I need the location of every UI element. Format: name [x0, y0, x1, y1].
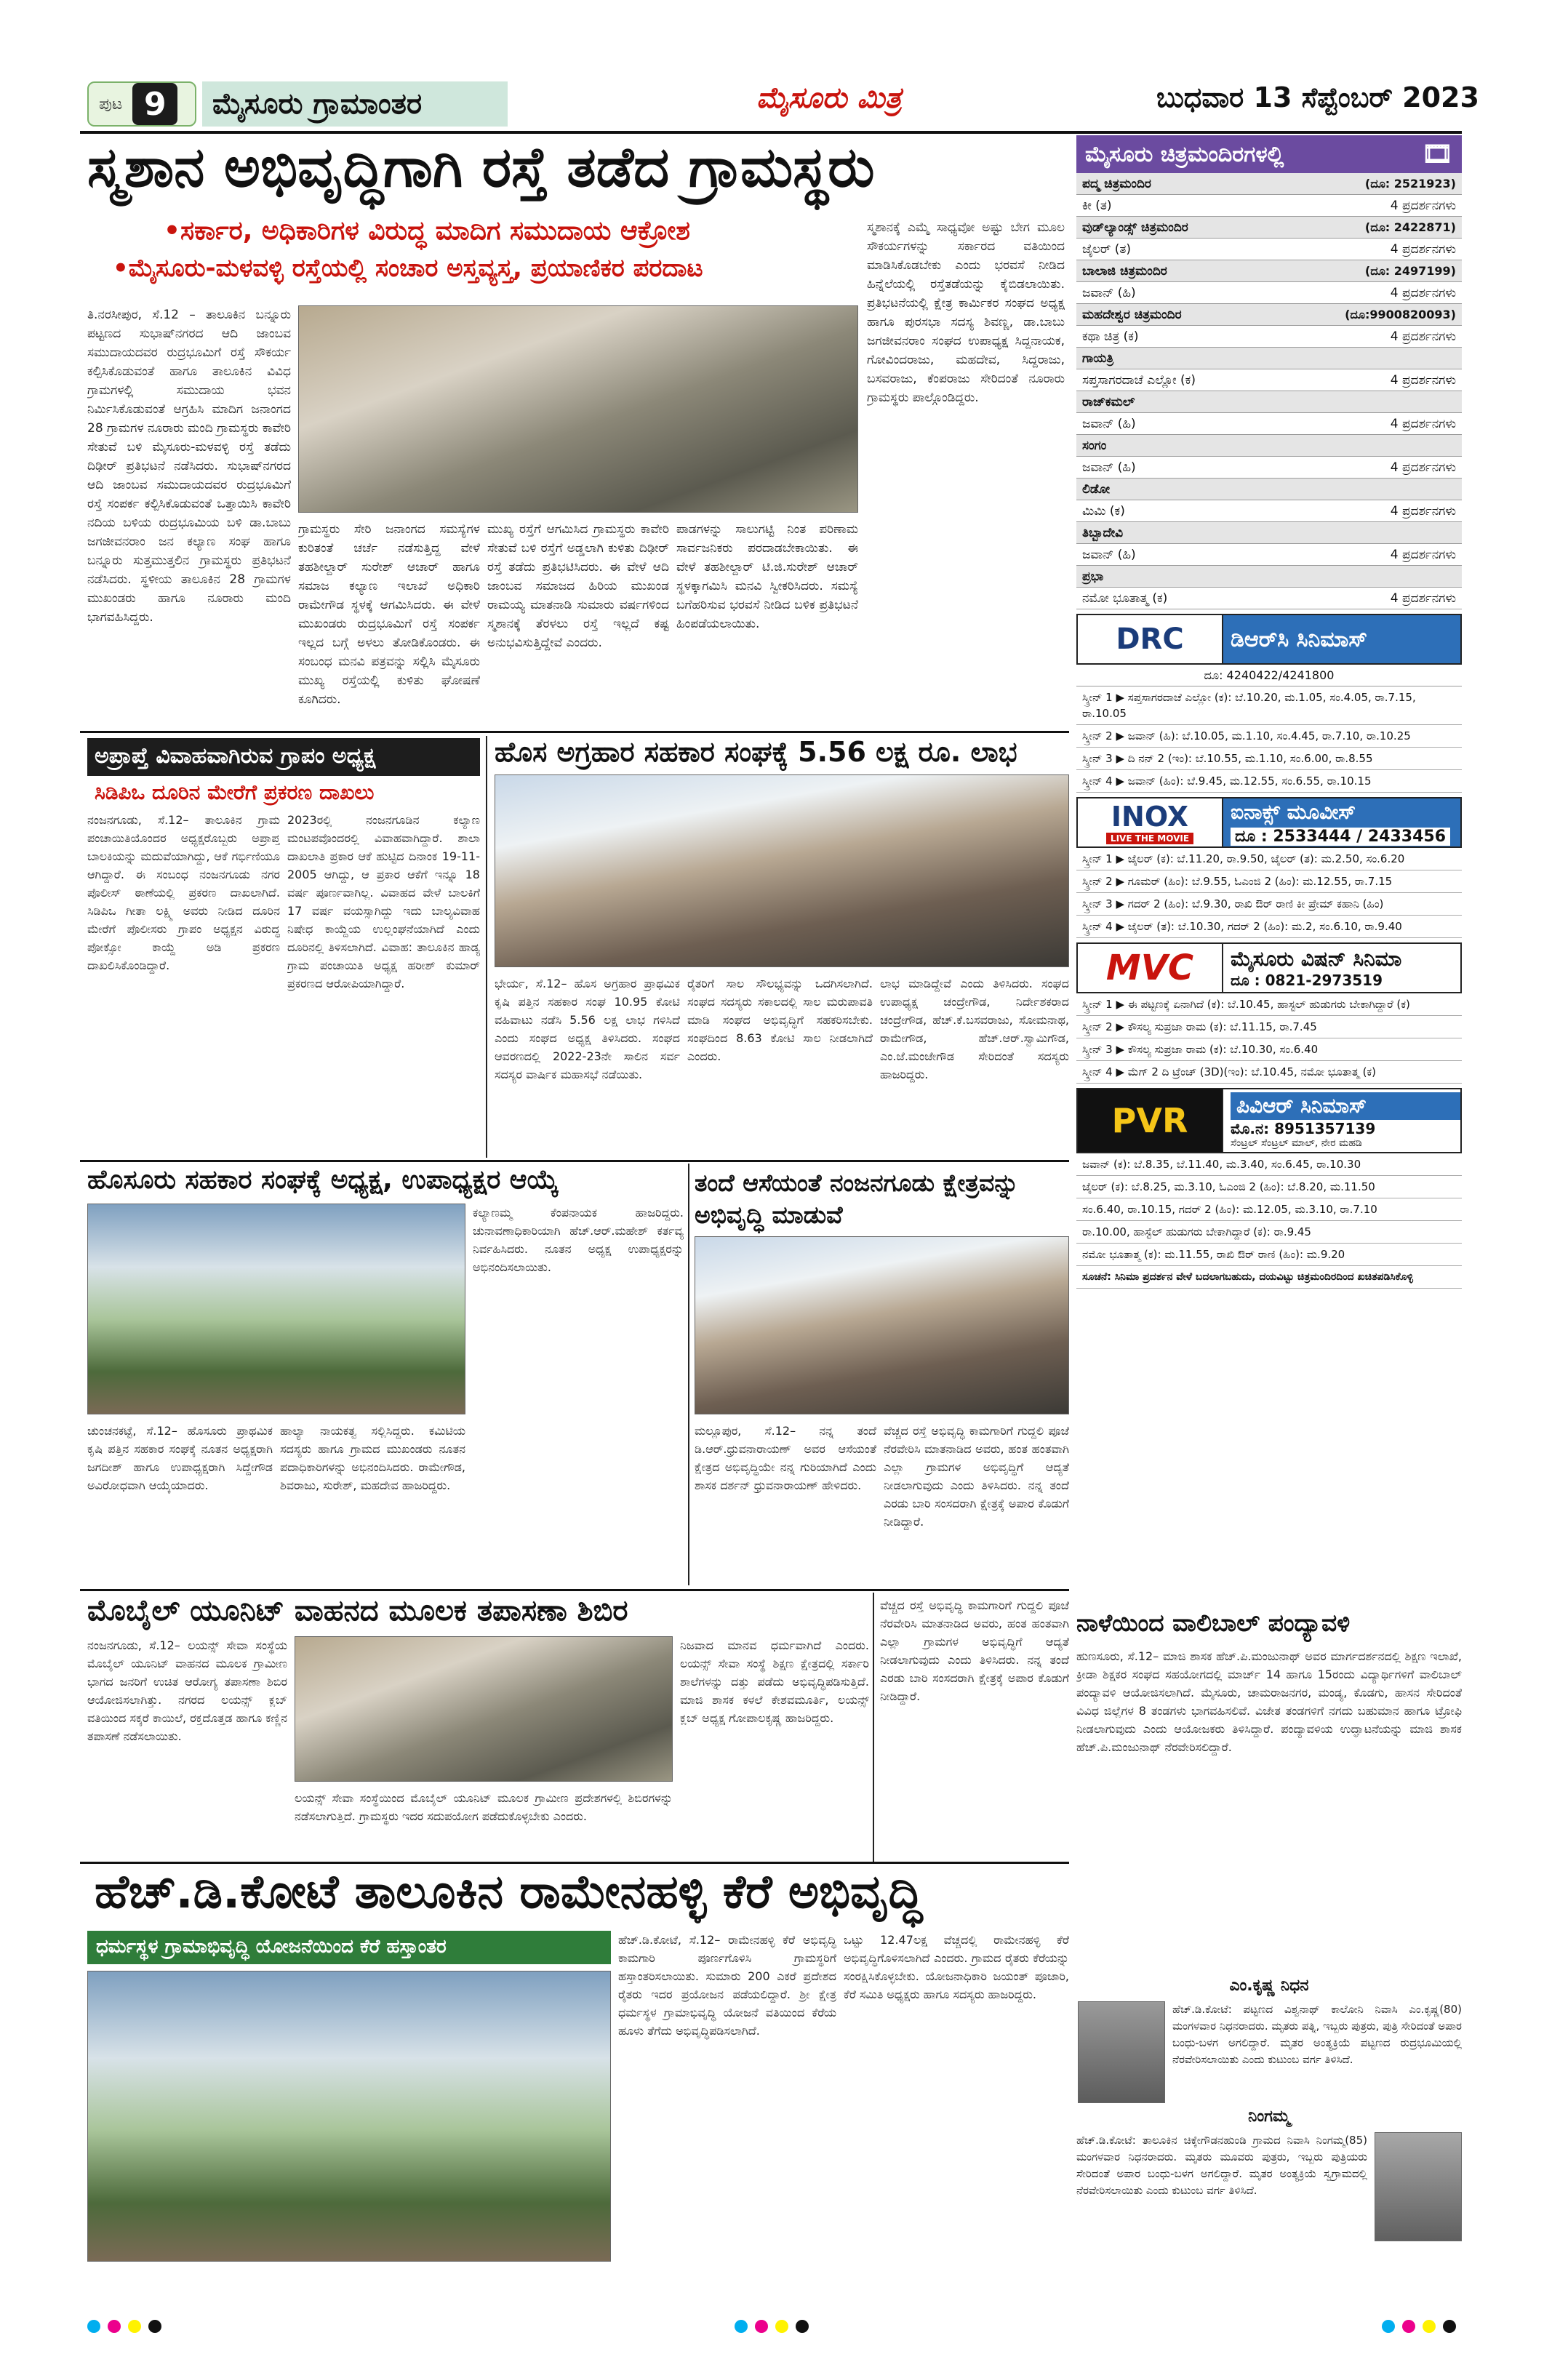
screen-schedule: ರಾ.10.00, ಹಾಸ್ಟೆಲ್ ಹುಡುಗರು ಬೇಕಾಗಿದ್ದಾರೆ (ಕ): ರಾ.9.45: [1076, 1221, 1462, 1244]
hosur-column-2: ಹಾಲ್ಯಾ ನಾಯಕತ್ವ ಸಲ್ಲಿಸಿದ್ದರು. ಕಮಿಟಿಯ ಸದಸ್ಯರು ಹಾಗೂ ಗ್ರಾಮದ ಮುಖಂಡರು ನೂತನ ಪದಾಧಿಕಾರಿಗಳನ್ನು ಅಭಿನಂದಿಸಿದರು. ರಾಮೇಗೌಡ, ಶಿವರಾಜು, ಸುರೇಶ್, ಮಹದೇವ ಹಾಜರಿದ್ದರು.: [280, 1424, 465, 1492]
pvr-logo: PVR: [1078, 1089, 1223, 1152]
theatre-phone: (ದೂ: 2521923): [1364, 176, 1456, 191]
lead-subheadline-1: •ಸರ್ಕಾರ, ಅಧಿಕಾರಿಗಳ ವಿರುದ್ಧ ಮಾದಿಗ ಸಮುದಾಯ ಆಕ್ರೋಶ: [164, 216, 690, 246]
mobile-column-3: ನಿಜವಾದ ಮಾನವ ಧರ್ಮವಾಗಿದೆ ಎಂದರು. ಲಯನ್ಸ್ ಸೇವಾ ಸಂಸ್ಥೆ ಶಿಕ್ಷಣ ಕ್ಷೇತ್ರದಲ್ಲಿ ಸರ್ಕಾರಿ ಶಾಲೆಗಳನ್ನು ದತ್ತು ಪಡೆದು ಅಭಿವೃದ್ಧಿಪಡಿಸುತ್ತಿದೆ. ಮಾಜಿ ಶಾಸಕ ಕಳಲೆ ಕೇಶವಮೂರ್ತಿ, ಲಯನ್ಸ್ ಕ್ಲಬ್ ಅಧ್ಯಕ್ಷ ಗೋಪಾಲಕೃಷ್ಣ ಹಾಜರಿದ್ದರು.: [680, 1638, 869, 1725]
mvc-block: [1076, 942, 1462, 993]
lead-subheadline-2: •ಮೈಸೂರು-ಮಳವಳ್ಳಿ ರಸ್ತೆಯಲ್ಲಿ ಸಂಚಾರ ಅಸ್ತವ್ಯಸ್ತ, ಪ್ರಯಾಣಿಕರ ಪರದಾಟ: [113, 254, 703, 283]
volley-headline: ನಾಳೆಯಿಂದ ವಾಲಿಬಾಲ್ ಪಂದ್ಯಾವಳಿ: [1076, 1609, 1351, 1637]
theatre-name: ಗಾಯತ್ರಿ: [1082, 351, 1114, 366]
drc-phone: ದೂ: 4240422/4241800: [1076, 665, 1462, 686]
column-rule: [688, 1164, 689, 1585]
screen-schedule: ಸ್ಕ್ರೀನ್ 4 ▶ ಜೈಲರ್ (ತ): ಬೆ.10.30, ಗದರ್ 2 (ಹಿಂ): ಮ.2, ಸಂ.6.10, ರಾ.9.40: [1076, 916, 1462, 938]
mvc-screens: [1076, 993, 1462, 1084]
screen-schedule: ಸಂ.6.40, ರಾ.10.15, ಗದರ್ 2 (ಹಿಂ): ಮ.12.05, ಮ.3.10, ರಾ.7.10: [1076, 1198, 1462, 1221]
wedding-column-2: 2023ರಲ್ಲಿ ನಂಜನಗೂಡಿನ ಕಲ್ಯಾಣ ಮಂಟಪವೊಂದರಲ್ಲಿ ವಿವಾಹವಾಗಿದ್ದಾರೆ. ಶಾಲಾ ದಾಖಲಾತಿ ಪ್ರಕಾರ ಆಕೆ ಹುಟ್ಟಿದ ದಿನಾಂಕ 19-11-2005 ಆಗಿದ್ದು, ಆ ಪ್ರಕಾರ ಆಕೆಗೆ ಇನ್ನೂ 18 ವರ್ಷ ಪೂರ್ಣವಾಗಿಲ್ಲ. ವಿವಾಹದ ವೇಳೆ ಬಾಲಕಿಗೆ 17 ವರ್ಷ ವಯಸ್ಸಾಗಿದ್ದು ಇದು ಬಾಲ್ಯವಿವಾಹ ನಿಷೇಧ ಕಾಯ್ದೆಯ ಉಲ್ಲಂಘನೆಯಾಗಿದೆ ಎಂದು ದೂರಿನಲ್ಲಿ ತಿಳಿಸಲಾಗಿದೆ. ವಿವಾಹ: ತಾಲೂಕಿನ ಹಾಡ್ಯ ಗ್ರಾಮ ಪಂಚಾಯಿತಿ ಅಧ್ಯಕ್ಷ ಹರೀಶ್ ಕುಮಾರ್ ಪ್ರಕರಣದ ಆರೋಪಿಯಾಗಿದ್ದಾರೆ.: [287, 813, 480, 990]
show-count: 4 ಪ್ರದರ್ಶನಗಳು: [1390, 198, 1456, 213]
theatre-name-row: [1076, 522, 1462, 544]
yellow-dot: [128, 2320, 141, 2333]
show-count: 4 ಪ್ರದರ್ಶನಗಳು: [1390, 372, 1456, 388]
theatre-name-row: [1076, 304, 1462, 326]
theatre-name-row: [1076, 348, 1462, 369]
theatre-name: ಲಿಡೋ: [1082, 481, 1111, 497]
screen-schedule: ನಮೋ ಭೂತಾತ್ಮ (ಕ): ಮ.11.55, ರಾಖಿ ಔರ್ ರಾಣಿ (ಹಿಂ): ಮ.9.20: [1076, 1244, 1462, 1266]
pvr-address: ಸೆಂಟ್ರಲ್ ಸೆಂಟ್ರಲ್ ಮಾಲ್, ನೇರ ಮಹಡಿ: [1231, 1137, 1362, 1149]
screen-schedule: ಸ್ಕ್ರೀನ್ 3 ▶ ದಿ ನನ್ 2 (ಇಂ): ಬೆ.10.55, ಮ.1.10, ಸಂ.6.00, ರಾ.8.55: [1076, 748, 1462, 770]
hosur-column-3: ಕಲ್ಯಾಣಮ್ಮ ಕೆಂಪನಾಯಕ ಹಾಜರಿದ್ದರು. ಚುನಾವಣಾಧಿಕಾರಿಯಾಗಿ ಹೆಚ್.ಆರ್.ಮಹೇಶ್ ಕರ್ತವ್ಯ ನಿರ್ವಹಿಸಿದರು. ನೂತನ ಅಧ್ಯಕ್ಷ ಉಪಾಧ್ಯಕ್ಷರನ್ನು ಅಭಿನಂದಿಸಲಾಯಿತು.: [473, 1206, 684, 1274]
page-number: 9: [132, 83, 177, 125]
mla-column-2: ವೆಚ್ಚದ ರಸ್ತೆ ಅಭಿವೃದ್ಧಿ ಕಾಮಗಾರಿಗೆ ಗುದ್ದಲಿ ಪೂಜೆ ನೆರವೇರಿಸಿ ಮಾತನಾಡಿದ ಅವರು, ಹಂತ ಹಂತವಾಗಿ ಎಲ್ಲಾ ಗ್ರಾಮಗಳ ಅಭಿವೃದ್ಧಿಗೆ ಆದ್ಯತೆ ನೀಡಲಾಗುವುದು ಎಂದು ತಿಳಿಸಿದರು. ನನ್ನ ತಂದೆ ಎರಡು ಬಾರಿ ಸಂಸದರಾಗಿ ಕ್ಷೇತ್ರಕ್ಕೆ ಅಪಾರ ಕೊಡುಗೆ ನೀಡಿದ್ದಾರೆ.: [884, 1424, 1069, 1529]
theatre-name: ಬಾಲಾಜಿ ಚಿತ್ರಮಂದಿರ: [1082, 263, 1167, 279]
obit1-body: ಹೆಚ್.ಡಿ.ಕೋಟೆ: ಪಟ್ಟಣದ ವಿಶ್ವನಾಥ್ ಕಾಲೋನಿ ನಿವಾಸಿ ಎಂ.ಕೃಷ್ಣ(80) ಮಂಗಳವಾರ ನಿಧನರಾದರು. ಮೃತರು ಪತ್ನಿ, ಇಬ್ಬರು ಪುತ್ರರು, ಪುತ್ರಿ ಸೇರಿದಂತೆ ಅಪಾರ ಬಂಧು-ಬಳಗ ಅಗಲಿದ್ದಾರೆ. ಮೃತರ ಅಂತ್ಯಕ್ರಿಯೆ ಪಟ್ಟಣದ ರುದ್ರಭೂಮಿಯಲ್ಲಿ ನೆರವೇರಿಸಲಾಯಿತು ಎಂದು ಕುಟುಂಬ ವರ್ಗ ತಿಳಿಸಿದೆ.: [1172, 2003, 1462, 2066]
screen-schedule: ಸ್ಕ್ರೀನ್ 2 ▶ ಜವಾನ್ (ಹಿ): ಬೆ.10.05, ಮ.1.10, ಸಂ.4.45, ರಾ.7.10, ರಾ.10.25: [1076, 725, 1462, 748]
theatre-name: ಸಂಗಂ: [1082, 438, 1107, 453]
inox-tagline: LIVE THE MOVIE: [1106, 833, 1193, 844]
obit2-portrait: [1375, 2132, 1462, 2241]
inox-name: ಐನಾಕ್ಸ್ ಮೂವೀಸ್: [1231, 799, 1356, 824]
theatre-name-row: [1076, 435, 1462, 457]
obit2-title: ನಿಂಗಮ್ಮ: [1248, 2107, 1290, 2126]
mvc-logo: MVC: [1078, 944, 1223, 992]
film-reel-icon: 🎞: [1421, 140, 1453, 169]
header-divider: [80, 131, 1462, 134]
divider: [80, 1589, 1069, 1591]
film-title: ಜವಾನ್ (ಹಿ): [1082, 285, 1136, 300]
theatre-show-row: [1076, 326, 1462, 348]
theatre-show-row: [1076, 413, 1462, 435]
screen-schedule: ಸ್ಕ್ರೀನ್ 4 ▶ ಜವಾನ್ (ಹಿಂ): ಬೆ.9.45, ಮ.12.55, ಸಂ.6.55, ರಾ.10.15: [1076, 770, 1462, 793]
screen-schedule: ಸ್ಕ್ರೀನ್ 2 ▶ ಗೂಮರ್ (ಹಿಂ): ಬೆ.9.55, ಓಎಂಜಿ 2 (ಹಿಂ): ಮ.12.55, ರಾ.7.15: [1076, 870, 1462, 893]
hosur-headline: ಹೊಸೂರು ಸಹಕಾರ ಸಂಘಕ್ಕೆ ಅಧ್ಯಕ್ಷ, ಉಪಾಧ್ಯಕ್ಷರ ಆಯ್ಕೆ: [87, 1165, 559, 1195]
theatre-phone: (ದೂ: 2497199): [1364, 263, 1456, 278]
theatre-name-row: [1076, 173, 1462, 195]
theatre-name-row: [1076, 217, 1462, 239]
lake-photo: [87, 1971, 611, 2262]
show-count: 4 ಪ್ರದರ್ಶನಗಳು: [1390, 460, 1456, 475]
screen-schedule: ಸ್ಕ್ರೀನ್ 3 ▶ ಕೌಸಲ್ಯ ಸುಪ್ರಜಾ ರಾಮ (ಕ): ಬೆ.10.30, ಸಂ.6.40: [1076, 1038, 1462, 1061]
obit1-portrait: [1078, 2001, 1165, 2103]
cinema-listings: [1076, 135, 1462, 1604]
inox-block: [1076, 797, 1462, 848]
obit2-body: ಹೆಚ್.ಡಿ.ಕೋಟೆ: ತಾಲೂಕಿನ ಚಿಕ್ಕೇಗೌಡನಹುಂಡಿ ಗ್ರಾಮದ ನಿವಾಸಿ ನಿಂಗಮ್ಮ(85) ಮಂಗಳವಾರ ನಿಧನರಾದರು. ಮೃತರು ಮೂವರು ಪುತ್ರರು, ಇಬ್ಬರು ಪುತ್ರಿಯರು ಸೇರಿದಂತೆ ಅಪಾರ ಬಂಧು-ಬಳಗ ಅಗಲಿದ್ದಾರೆ. ಮೃತರ ಅಂತ್ಯಕ್ರಿಯೆ ಸ್ವಗ್ರಾಮದಲ್ಲಿ ನೆರವೇರಿಸಲಾಯಿತು ಎಂದು ಕುಟುಂಬ ವರ್ಗ ತಿಳಿಸಿದೆ.: [1076, 2134, 1367, 2197]
volley-body: ಹುಣಸೂರು, ಸೆ.12– ಮಾಜಿ ಶಾಸಕ ಹೆಚ್.ಪಿ.ಮಂಜುನಾಥ್ ಅವರ ಮಾರ್ಗದರ್ಶನದಲ್ಲಿ ಶಿಕ್ಷಣ ಇಲಾಖೆ, ಕ್ರೀಡಾ ಶಿಕ್ಷಕರ ಸಂಘದ ಸಹಯೋಗದಲ್ಲಿ ಮಾರ್ಚ್ 14 ಹಾಗೂ 15ರಂದು ವಿದ್ಯಾರ್ಥಿಗಳಿಗೆ ವಾಲಿಬಾಲ್ ಪಂದ್ಯಾವಳಿ ಆಯೋಜಿಸಲಾಗಿದೆ. ಮೈಸೂರು, ಚಾಮರಾಜನಗರ, ಮಂಡ್ಯ, ಕೊಡಗು, ಹಾಸನ ಸೇರಿದಂತೆ ವಿವಿಧ ಜಿಲ್ಲೆಗಳ 8 ತಂಡಗಳು ಭಾಗವಹಿಸಲಿವೆ. ವಿಜೇತ ತಂಡಗಳಿಗೆ ನಗದು ಬಹುಮಾನ ಹಾಗೂ ಟ್ರೋಫಿ ನೀಡಲಾಗುವುದು ಎಂದು ಆಯೋಜಕರು ತಿಳಿಸಿದ್ದಾರೆ. ಪಂದ್ಯಾವಳಿಯ ಉದ್ಘಾಟನೆಯನ್ನು ಮಾಜಿ ಶಾಸಕ ಹೆಚ್.ಪಿ.ಮಂಜುನಾಥ್ ನೆರವೇರಿಸಲಿದ್ದಾರೆ.: [1076, 1649, 1462, 1754]
wedding-headline: ಅಪ್ರಾಪ್ತೆ ವಿವಾಹವಾಗಿರುವ ಗ್ರಾಪಂ ಅಧ್ಯಕ್ಷ: [87, 738, 480, 776]
magenta-dot: [108, 2320, 121, 2333]
drc-screens: [1076, 686, 1462, 793]
page-label: ಪುಟ: [99, 95, 123, 113]
mvc-phone: ದೂ : 0821-2973519: [1231, 972, 1383, 989]
screen-schedule: ಸ್ಕ್ರೀನ್ 1 ▶ ಈ ಪಟ್ಟಣಕ್ಕೆ ಏನಾಗಿದೆ (ಕ): ಬೆ.10.45, ಹಾಸ್ಟಲ್ ಹುಡುಗರು ಬೇಕಾಗಿದ್ದಾರೆ (ಕ): [1076, 993, 1462, 1016]
section-title: ಮೈಸೂರು ಗ್ರಾಮಾಂತರ: [202, 81, 508, 127]
issue-date: ಬುಧವಾರ 13 ಸೆಪ್ಟೆಂಬರ್ 2023: [1156, 81, 1479, 113]
show-count: 4 ಪ್ರದರ್ಶನಗಳು: [1390, 241, 1456, 257]
mla-headline: ತಂದೆ ಆಸೆಯಂತೆ ನಂಜನಗೂಡು ಕ್ಷೇತ್ರವನ್ನು ಅಭಿವೃದ್ಧಿ ಮಾಡುವೆ: [695, 1169, 1019, 1229]
screen-schedule: ಸ್ಕ್ರೀನ್ 1 ▶ ಸಪ್ತಸಾಗರದಾಚೆ ಎಲ್ಲೋ (ಕ): ಬೆ.10.20, ಮ.1.05, ಸಂ.4.05, ರಾ.7.15, ರಾ.10.05: [1076, 686, 1462, 725]
lake-column-2: ಒಟ್ಟು 12.47ಲಕ್ಷ ವೆಚ್ಚದಲ್ಲಿ ರಾಮೇನಹಳ್ಳಿ ಕೆರೆ ಅಭಿವೃದ್ಧಿಗೊಳಿಸಲಾಗಿದೆ ಎಂದರು. ಗ್ರಾಮದ ರೈತರು ಕೆರೆಯನ್ನು ಸಂರಕ್ಷಿಸಿಕೊಳ್ಳಬೇಕು. ಯೋಜನಾಧಿಕಾರಿ ಜಯಂತ್ ಪೂಜಾರಿ, ಕೆರೆ ಸಮಿತಿ ಅಧ್ಯಕ್ಷರು ಹಾಗೂ ಸದಸ್ಯರು ಹಾಜರಿದ್ದರು.: [844, 1933, 1069, 2001]
inox-logo: INOX: [1111, 801, 1189, 833]
screen-schedule: ಸ್ಕ್ರೀನ್ 4 ▶ ಮೆಗ್ 2 ದಿ ಟ್ರೆಂಚ್ (3D)(ಇಂ): ಬೆ.10.45, ನಮೋ ಭೂತಾತ್ಮ (ಕ): [1076, 1061, 1462, 1084]
screen-schedule: ಸ್ಕ್ರೀನ್ 2 ▶ ಕೌಸಲ್ಯ ಸುಪ್ರಜಾ ರಾಮ (ಕ): ಬೆ.11.15, ರಾ.7.45: [1076, 1016, 1462, 1038]
film-title: ಕಥಾ ಚಿತ್ರ (ಕ): [1082, 329, 1139, 344]
theatre-name: ಪದ್ಮ ಚಿತ್ರಮಂದಿರ: [1082, 176, 1151, 191]
theatre-name-row: [1076, 391, 1462, 413]
film-title: ಜವಾನ್ (ಹಿ): [1082, 547, 1136, 562]
pvr-phone: ಮೊ.ನ: 8951357139: [1231, 1120, 1376, 1137]
drc-logo: DRC: [1078, 615, 1223, 663]
cyan-dot: [87, 2320, 100, 2333]
mla-photo: [695, 1236, 1069, 1414]
theatre-show-row: [1076, 239, 1462, 260]
film-title: ನಮೋ ಭೂತಾತ್ಮ (ಕ): [1082, 590, 1168, 606]
theatre-phone: (ದೂ:9900820093): [1345, 307, 1456, 321]
newspaper-logo: ಮೈಸೂರು ಮಿತ್ರ: [756, 81, 902, 115]
lead-column-3: ಮುಖ್ಯ ರಸ್ತೆಗೆ ಆಗಮಿಸಿದ ಗ್ರಾಮಸ್ಥರು ಕಾವೇರಿ ಸೇತುವೆ ಬಳಿ ರಸ್ತೆಗೆ ಅಡ್ಡಲಾಗಿ ಕುಳಿತು ದಿಢೀರ್ ರಸ್ತೆ ತಡೆದು ಪ್ರತಿಭಟಿಸಿದರು. ಈ ವೇಳೆ ಆದಿ ಜಾಂಬವ ಸಮಾಜದ ಹಿರಿಯ ಮುಖಂಡ ರಾಮಯ್ಯ ಮಾತನಾಡಿ ಸುಮಾರು ವರ್ಷಗಳಿಂದ ಸ್ಮಶಾನಕ್ಕೆ ತೆರಳಲು ರಸ್ತೆ ಇಲ್ಲದೆ ಕಷ್ಟ ಅನುಭವಿಸುತ್ತಿದ್ದೇವೆ ಎಂದರು.: [487, 522, 669, 650]
lead-headline: ಸ್ಮಶಾನ ಅಭಿವೃದ್ಧಿಗಾಗಿ ರಸ್ತೆ ತಡೆದ ಗ್ರಾಮಸ್ಥರು: [87, 135, 875, 199]
screen-schedule: ಜೈಲರ್ (ಕ): ಬೆ.8.25, ಮ.3.10, ಓಎಂಜಿ 2 (ಹಿಂ): ಬೆ.8.20, ಮ.11.50: [1076, 1176, 1462, 1198]
theatre-show-row: [1076, 500, 1462, 522]
theatre-list: [1076, 173, 1462, 609]
theatre-show-row: [1076, 195, 1462, 217]
theatre-name-row: [1076, 260, 1462, 282]
mla-continuation: ವೆಚ್ಚದ ರಸ್ತೆ ಅಭಿವೃದ್ಧಿ ಕಾಮಗಾರಿಗೆ ಗುದ್ದಲಿ ಪೂಜೆ ನೆರವೇರಿಸಿ ಮಾತನಾಡಿದ ಅವರು, ಹಂತ ಹಂತವಾಗಿ ಎಲ್ಲಾ ಗ್ರಾಮಗಳ ಅಭಿವೃದ್ಧಿಗೆ ಆದ್ಯತೆ ನೀಡಲಾಗುವುದು ಎಂದು ತಿಳಿಸಿದರು. ನನ್ನ ತಂದೆ ಎರಡು ಬಾರಿ ಸಂಸದರಾಗಿ ಕ್ಷೇತ್ರಕ್ಕೆ ಅಪಾರ ಕೊಡುಗೆ ನೀಡಿದ್ದಾರೆ.: [880, 1598, 1069, 1703]
film-title: ಸಪ್ತಸಾಗರದಾಚೆ ಎಲ್ಲೋ (ಕ): [1082, 372, 1196, 388]
pvr-name: ಪಿವಿಆರ್ ಸಿನಿಮಾಸ್: [1231, 1092, 1460, 1120]
theatre-name-row: [1076, 566, 1462, 588]
cinema-title: ಮೈಸೂರು ಚಿತ್ರಮಂದಿರಗಳಲ್ಲಿ: [1085, 141, 1284, 167]
inox-phone: ದೂ : 2533444 / 2433456: [1231, 828, 1450, 846]
show-count: 4 ಪ್ರದರ್ಶನಗಳು: [1390, 285, 1456, 300]
theatre-name: ಪ್ರಭಾ: [1082, 569, 1104, 584]
mvc-name: ಮೈಸೂರು ವಿಷನ್ ಸಿನಿಮಾ: [1231, 947, 1402, 971]
theatre-show-row: [1076, 588, 1462, 609]
show-count: 4 ಪ್ರದರ್ಶನಗಳು: [1390, 547, 1456, 562]
coop-photo: [495, 774, 1069, 967]
theatre-show-row: [1076, 282, 1462, 304]
theatre-phone: (ದೂ: 2422871): [1364, 220, 1456, 234]
mobile-column-1: ನಂಜನಗೂಡು, ಸೆ.12– ಲಯನ್ಸ್ ಸೇವಾ ಸಂಸ್ಥೆಯ ಮೊಬೈಲ್ ಯೂನಿಟ್ ವಾಹನದ ಮೂಲಕ ಗ್ರಾಮೀಣ ಭಾಗದ ಜನರಿಗೆ ಉಚಿತ ಆರೋಗ್ಯ ತಪಾಸಣಾ ಶಿಬಿರ ಆಯೋಜಿಸಲಾಗಿತ್ತು. ನಗರದ ಲಯನ್ಸ್ ಕ್ಲಬ್ ವತಿಯಿಂದ ಸಕ್ಕರೆ ಕಾಯಿಲೆ, ರಕ್ತದೊತ್ತಡ ಹಾಗೂ ಕಣ್ಣಿನ ತಪಾಸಣೆ ನಡೆಸಲಾಯಿತು.: [87, 1638, 287, 1743]
registration-marks-center: [735, 2320, 816, 2336]
mobile-headline: ಮೊಬೈಲ್ ಯೂನಿಟ್ ವಾಹನದ ಮೂಲಕ ತಪಾಸಣಾ ಶಿಬಿರ: [87, 1594, 628, 1628]
wedding-column-1: ನಂಜನಗೂಡು, ಸೆ.12– ತಾಲೂಕಿನ ಗ್ರಾಮ ಪಂಚಾಯಿತಿಯೊಂದರ ಅಧ್ಯಕ್ಷರೊಬ್ಬರು ಅಪ್ರಾಪ್ತ ಬಾಲಕಿಯನ್ನು ಮದುವೆಯಾಗಿದ್ದು, ಆಕೆ ಗರ್ಭಿಣಿಯೂ ಆಗಿದ್ದಾರೆ. ಈ ಸಂಬಂಧ ನಂಜನಗೂಡು ನಗರ ಪೊಲೀಸ್ ಠಾಣೆಯಲ್ಲಿ ಪ್ರಕರಣ ದಾಖಲಾಗಿದೆ. ಸಿಡಿಪಿಒ ಗೀತಾ ಲಕ್ಷ್ಮಿ ಅವರು ನೀಡಿದ ದೂರಿನ ಮೇರೆಗೆ ಪೊಲೀಸರು ಗ್ರಾಪಂ ಅಧ್ಯಕ್ಷನ ವಿರುದ್ಧ ಪೋಕ್ಸೋ ಕಾಯ್ದೆ ಅಡಿ ಪ್ರಕರಣ ದಾಖಲಿಸಿಕೊಂಡಿದ್ದಾರೆ.: [87, 813, 280, 972]
show-count: 4 ಪ್ರದರ್ಶನಗಳು: [1390, 329, 1456, 344]
black-dot: [148, 2320, 161, 2333]
screen-schedule: ಜವಾನ್ (ಕ): ಬೆ.8.35, ಬೆ.11.40, ಮ.3.40, ಸಂ.6.45, ರಾ.10.30: [1076, 1153, 1462, 1176]
film-title: ಜವಾನ್ (ಹಿ): [1082, 416, 1136, 431]
divider: [80, 1160, 1069, 1162]
film-title: ಕೀ (ತ): [1082, 198, 1112, 213]
column-rule: [486, 736, 487, 1158]
lead-column-1: ತಿ.ನರಸೀಪುರ, ಸೆ.12 – ತಾಲೂಕಿನ ಬನ್ನೂರು ಪಟ್ಟಣದ ಸುಭಾಷ್‌ನಗರದ ಆದಿ ಜಾಂಬವ ಸಮುದಾಯದವರ ರುದ್ರಭೂಮಿಗೆ ರಸ್ತೆ ಸೌಕರ್ಯ ಕಲ್ಪಿಸಿಕೊಡುವಂತೆ ಹಾಗೂ ತಾಲೂಕಿನ ವಿವಿಧ ಗ್ರಾಮಗಳಲ್ಲಿ ಸಮುದಾಯ ಭವನ ನಿರ್ಮಿಸಿಕೊಡುವಂತೆ ಆಗ್ರಹಿಸಿ ಮಾದಿಗ ಜನಾಂಗದ 28 ಗ್ರಾಮಗಳ ನೂರಾರು ಮಂದಿ ಗ್ರಾಮಸ್ಥರು ಕಾವೇರಿ ಸೇತುವೆ ಬಳಿ ಮೈಸೂರು-ಮಳವಳ್ಳಿ ರಸ್ತೆ ತಡೆದು ದಿಢೀರ್ ಪ್ರತಿಭಟನೆ ನಡೆಸಿದರು. ಸುಭಾಷ್‌ನಗರದ ಆದಿ ಜಾಂಬವ ಸಮುದಾಯದವರ ರುದ್ರಭೂಮಿಗೆ ರಸ್ತೆ ಸಂಪರ್ಕ ಕಲ್ಪಿಸಿಕೊಡುವಂತೆ ಒತ್ತಾಯಿಸಿ ಕಾವೇರಿ ನದಿಯ ಬಳಿಯ ರುದ್ರಭೂಮಿಯ ಬಳಿ ಡಾ.ಬಾಬು ಜಗಜೀವನರಾಂ ಜನ ಕಲ್ಯಾಣ ಸಂಘ ಹಾಗೂ ಬನ್ನೂರು ಸುತ್ತಮುತ್ತಲಿನ ಗ್ರಾಮಸ್ಥರು ಪ್ರತಿಭಟನೆ ನಡೆಸಿದರು. ಸ್ಥಳೀಯ ತಾಲೂಕಿನ 28 ಗ್ರಾಮಗಳ ಮುಖಂಡರು ಹಾಗೂ ನೂರಾರು ಮಂದಿ ಭಾಗವಹಿಸಿದ್ದರು.: [87, 308, 291, 625]
theatre-show-row: [1076, 544, 1462, 566]
hosur-column-1: ಚುಂಚನಕಟ್ಟೆ, ಸೆ.12– ಹೊಸೂರು ಪ್ರಾಥಮಿಕ ಕೃಷಿ ಪತ್ತಿನ ಸಹಕಾರ ಸಂಘಕ್ಕೆ ನೂತನ ಅಧ್ಯಕ್ಷರಾಗಿ ಜಗದೀಶ್ ಹಾಗೂ ಉಪಾಧ್ಯಕ್ಷರಾಗಿ ಸಿದ್ದೇಗೌಡ ಅವಿರೋಧವಾಗಿ ಆಯ್ಕೆಯಾದರು.: [87, 1424, 273, 1492]
health-camp-photo: [295, 1636, 673, 1782]
divider: [80, 731, 1069, 733]
show-count: 4 ಪ್ರದರ್ಶನಗಳು: [1390, 503, 1456, 519]
page-number-box: [87, 81, 196, 127]
pvr-block: [1076, 1088, 1462, 1153]
registration-marks-left: [87, 2320, 169, 2336]
wedding-subheadline: ಸಿಡಿಪಿಒ ದೂರಿನ ಮೇರೆಗೆ ಪ್ರಕರಣ ದಾಖಲು: [95, 780, 375, 804]
lake-column-1: ಹೆಚ್.ಡಿ.ಕೋಟೆ, ಸೆ.12– ರಾಮೇನಹಳ್ಳಿ ಕೆರೆ ಅಭಿವೃದ್ಧಿ ಕಾಮಗಾರಿ ಪೂರ್ಣಗೊಳಿಸಿ ಗ್ರಾಮಸ್ಥರಿಗೆ ಹಸ್ತಾಂತರಿಸಲಾಯಿತು. ಸುಮಾರು 200 ಎಕರೆ ಪ್ರದೇಶದ ರೈತರು ಇದರ ಪ್ರಯೋಜನ ಪಡೆಯಲಿದ್ದಾರೆ. ಶ್ರೀ ಕ್ಷೇತ್ರ ಧರ್ಮಸ್ಥಳ ಗ್ರಾಮಾಭಿವೃದ್ಧಿ ಯೋಜನೆ ವತಿಯಿಂದ ಕೆರೆಯ ಹೂಳು ತೆಗೆದು ಅಭಿವೃದ್ಧಿಪಡಿಸಲಾಗಿದೆ.: [618, 1933, 836, 2038]
theatre-show-row: [1076, 369, 1462, 391]
divider: [80, 1862, 1069, 1864]
coop-column-2: ರೈತರಿಗೆ ಸಾಲ ಸೌಲಭ್ಯವನ್ನು ಒದಗಿಸಲಾಗಿದೆ. ಸಂಘದ ಸದಸ್ಯರು ಸಕಾಲದಲ್ಲಿ ಸಾಲ ಮರುಪಾವತಿ ಮಾಡಿ ಸಂಘದ ಅಭಿವೃದ್ಧಿಗೆ ಸಹಕರಿಸಬೇಕು. ಸಂಘದಿಂದ 8.63 ಕೋಟಿ ಸಾಲ ನೀಡಲಾಗಿದೆ ಎಂದರು.: [687, 977, 873, 1063]
show-count: 4 ಪ್ರದರ್ಶನಗಳು: [1390, 416, 1456, 431]
lead-column-4: ಪಾಡಗಳನ್ನು ಸಾಲುಗಟ್ಟಿ ನಿಂತ ಪರಿಣಾಮ ಸಾರ್ವಜನಿಕರು ಪರದಾಡಬೇಕಾಯಿತು. ಈ ವೇಳೆ ತಹಶೀಲ್ದಾರ್ ಟಿ.ಜಿ.ಸುರೇಶ್ ಆಚಾರ್ ಸ್ಥಳಕ್ಕಾಗಮಿಸಿ ಮನವಿ ಸ್ವೀಕರಿಸಿದರು. ಸಮಸ್ಯೆ ಬಗೆಹರಿಸುವ ಭರವಸೆ ನೀಡಿದ ಬಳಿಕ ಪ್ರತಿಭಟನೆ ಹಿಂಪಡೆಯಲಾಯಿತು.: [676, 522, 858, 631]
theatre-name: ಮಹದೇಶ್ವರ ಚಿತ್ರಮಂದಿರ: [1082, 307, 1182, 322]
screen-schedule: ಸ್ಕ್ರೀನ್ 1 ▶ ಜೈಲರ್ (ಕ): ಬೆ.11.20, ರಾ.9.50, ಜೈಲರ್ (ತ): ಮ.2.50, ಸಂ.6.20: [1076, 848, 1462, 870]
lake-headline: ಹೆಚ್.ಡಿ.ಕೋಟೆ ತಾಲೂಕಿನ ರಾಮೇನಹಳ್ಳಿ ಕೆರೆ ಅಭಿವೃದ್ಧಿ: [95, 1865, 923, 1919]
screen-schedule: ಸ್ಕ್ರೀನ್ 3 ▶ ಗದರ್ 2 (ಹಿಂ): ಬೆ.9.30, ರಾಖಿ ಔರ್ ರಾಣಿ ಕೀ ಪ್ರೇಮ್ ಕಹಾನಿ (ಹಿಂ): [1076, 893, 1462, 916]
mla-column-1: ಮಲ್ಲೂಪುರ, ಸೆ.12– ನನ್ನ ತಂದೆ ಡಿ.ಆರ್.ಧ್ರುವನಾರಾಯಣ್ ಅವರ ಆಸೆಯಂತೆ ಕ್ಷೇತ್ರದ ಅಭಿವೃದ್ಧಿಯೇ ನನ್ನ ಗುರಿಯಾಗಿದೆ ಎಂದು ಶಾಸಕ ದರ್ಶನ್ ಧ್ರುವನಾರಾಯಣ್ ಹೇಳಿದರು.: [695, 1424, 876, 1492]
coop-column-1: ಭೇರ್ಯ, ಸೆ.12– ಹೊಸ ಅಗ್ರಹಾರ ಪ್ರಾಥಮಿಕ ಕೃಷಿ ಪತ್ತಿನ ಸಹಕಾರ ಸಂಘ 10.95 ಕೋಟಿ ವಹಿವಾಟು ನಡೆಸಿ 5.56 ಲಕ್ಷ ಲಾಭ ಗಳಿಸಿದೆ ಎಂದು ಸಂಘದ ಅಧ್ಯಕ್ಷ ತಿಳಿಸಿದರು. ಸಂಘದ ಆವರಣದಲ್ಲಿ 2022-23ನೇ ಸಾಲಿನ ಸರ್ವ ಸದಸ್ಯರ ವಾರ್ಷಿಕ ಮಹಾಸಭೆ ನಡೆಯಿತು.: [495, 977, 680, 1081]
hosur-photo: [87, 1204, 465, 1414]
theatre-show-row: [1076, 457, 1462, 479]
drc-block: [1076, 614, 1462, 665]
column-rule: [873, 1593, 874, 1862]
mobile-column-2: ಲಯನ್ಸ್ ಸೇವಾ ಸಂಸ್ಥೆಯಿಂದ ಮೊಬೈಲ್ ಯೂನಿಟ್ ಮೂಲಕ ಗ್ರಾಮೀಣ ಪ್ರದೇಶಗಳಲ್ಲಿ ಶಿಬಿರಗಳನ್ನು ನಡೆಸಲಾಗುತ್ತಿದೆ. ಗ್ರಾಮಸ್ಥರು ಇದರ ಸದುಪಯೋಗ ಪಡೆದುಕೊಳ್ಳಬೇಕು ಎಂದರು.: [295, 1791, 673, 1823]
protest-photo: [298, 305, 858, 513]
inox-screens: [1076, 848, 1462, 938]
pvr-screens: [1076, 1153, 1462, 1266]
lake-subheadline: ಧರ್ಮಸ್ಥಳ ಗ್ರಾಮಾಭಿವೃದ್ಧಿ ಯೋಜನೆಯಿಂದ ಕೆರೆ ಹಸ್ತಾಂತರ: [87, 1931, 611, 1964]
lead-column-5: ಸ್ಮಶಾನಕ್ಕೆ ಎಮ್ಮೆ ಸಾಧ್ಯವೋ ಅಷ್ಟು ಬೇಗ ಮೂಲ ಸೌಕರ್ಯಗಳನ್ನು ಸರ್ಕಾರದ ವತಿಯಿಂದ ಮಾಡಿಸಿಕೊಡಬೇಕು ಎಂದು ಭರವಸೆ ನೀಡಿದ ಹಿನ್ನೆಲೆಯಲ್ಲಿ ರಸ್ತೆತಡೆಯನ್ನು ಕೈಬಿಡಲಾಯಿತು. ಪ್ರತಿಭಟನೆಯಲ್ಲಿ ಕ್ಷೇತ್ರ ಕಾರ್ಮಿಕರ ಸಂಘದ ಅಧ್ಯಕ್ಷ ಹಾಗೂ ಪುರಸಭಾ ಸದಸ್ಯ ಶಿವಣ್ಣ, ಡಾ.ಬಾಬು ಜಗಜೀವನರಾಂ ಸಂಘದ ಉಪಾಧ್ಯಕ್ಷ ಸಿದ್ದನಾಯಕ, ಗೋವಿಂದರಾಜು, ಮಹದೇವ, ಸಿದ್ದರಾಜು, ಬಸವರಾಜು, ಕೆಂಪರಾಜು ಸೇರಿದಂತೆ ನೂರಾರು ಗ್ರಾಮಸ್ಥರು ಪಾಲ್ಗೊಂಡಿದ್ದರು.: [867, 220, 1065, 405]
coop-headline: ಹೊಸ ಅಗ್ರಹಾರ ಸಹಕಾರ ಸಂಘಕ್ಕೆ 5.56 ಲಕ್ಷ ರೂ. ಲಾಭ: [495, 736, 1017, 768]
film-title: ಮಿಮಿ (ಕ): [1082, 503, 1125, 519]
film-title: ಜೈಲರ್ (ತ): [1082, 241, 1132, 257]
show-count: 4 ಪ್ರದರ್ಶನಗಳು: [1390, 590, 1456, 606]
theatre-name: ರಾಜ್‌ಕಮಲ್: [1082, 394, 1135, 409]
lead-column-2: ಗ್ರಾಮಸ್ಥರು ಸೇರಿ ಜನಾಂಗದ ಸಮಸ್ಯೆಗಳ ಕುರಿತಂತೆ ಚರ್ಚೆ ನಡೆಸುತ್ತಿದ್ದ ವೇಳೆ ತಹಶೀಲ್ದಾರ್ ಸುರೇಶ್ ಆಚಾರ್ ಹಾಗೂ ಸಮಾಜ ಕಲ್ಯಾಣ ಇಲಾಖೆ ಅಧಿಕಾರಿ ರಾಮೇಗೌಡ ಸ್ಥಳಕ್ಕೆ ಆಗಮಿಸಿದರು. ಈ ವೇಳೆ ಮುಖಂಡರು ರುದ್ರಭೂಮಿಗೆ ರಸ್ತೆ ಸಂಪರ್ಕ ಇಲ್ಲದ ಬಗ್ಗೆ ಅಳಲು ತೋಡಿಕೊಂಡರು. ಈ ಸಂಬಂಧ ಮನವಿ ಪತ್ರವನ್ನು ಸಲ್ಲಿಸಿ ಮೈಸೂರು ಮುಖ್ಯ ರಸ್ತೆಯಲ್ಲಿ ಕುಳಿತು ಘೋಷಣೆ ಕೂಗಿದರು.: [298, 522, 480, 707]
registration-marks-right: [1382, 2320, 1463, 2336]
theatre-name-row: [1076, 479, 1462, 500]
film-title: ಜವಾನ್ (ಹಿ): [1082, 460, 1136, 475]
obit1-title: ಎಂ.ಕೃಷ್ಣ ನಿಧನ: [1229, 1977, 1309, 1995]
cinema-title-bar: [1076, 135, 1462, 173]
cinema-note: ಸೂಚನೆ: ಸಿನಿಮಾ ಪ್ರದರ್ಶನ ವೇಳೆ ಬದಲಾಗಬಹುದು, ದಯವಿಟ್ಟು ಚಿತ್ರಮಂದಿರದಿಂದ ಖಚಿತಪಡಿಸಿಕೊಳ್ಳಿ: [1076, 1266, 1462, 1289]
drc-name: ಡಿಆರ್‌ಸಿ ಸಿನಿಮಾಸ್: [1231, 626, 1368, 652]
theatre-name: ವುಡ್‌ಲ್ಯಾಂಡ್ಸ್ ಚಿತ್ರಮಂದಿರ: [1082, 220, 1188, 235]
coop-column-3: ಲಾಭ ಮಾಡಿದ್ದೇವೆ ಎಂದು ತಿಳಿಸಿದರು. ಸಂಘದ ಉಪಾಧ್ಯಕ್ಷ ಚಂದ್ರೇಗೌಡ, ನಿರ್ದೇಶಕರಾದ ಚಂದ್ರೇಗೌಡ, ಹೆಚ್.ಕೆ.ಬಸವರಾಜು, ಸೋಮನಾಥ, ರಾಮೇಗೌಡ, ಹೆಚ್.ಆರ್.ಸ್ವಾಮಿಗೌಡ, ಎಂ.ಜೆ.ಮಂಜೇಗೌಡ ಸೇರಿದಂತೆ ಸದಸ್ಯರು ಹಾಜರಿದ್ದರು.: [880, 977, 1069, 1081]
theatre-name: ತಿಬ್ಬಾದೇವಿ: [1082, 525, 1124, 540]
